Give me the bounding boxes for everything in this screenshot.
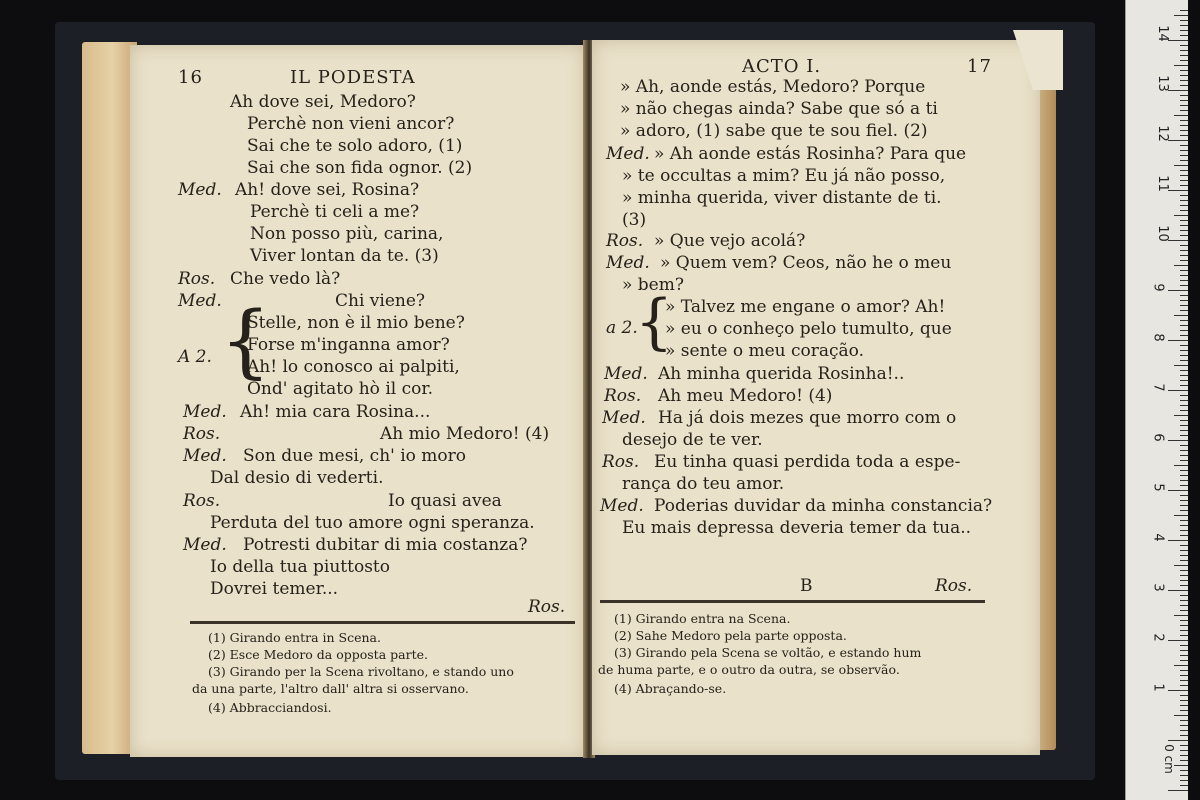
ruler-tick	[1180, 585, 1188, 586]
speaker-label: Med.	[600, 496, 644, 516]
ruler-tick	[1180, 680, 1188, 681]
ruler-tick	[1168, 540, 1188, 541]
ruler-tick	[1180, 170, 1188, 171]
ruler-tick	[1180, 105, 1188, 106]
ruler-tick	[1180, 320, 1188, 321]
ruler-tick	[1180, 600, 1188, 601]
text-line: » bem?	[622, 275, 684, 295]
ruler-unit: 0 cm	[1161, 744, 1176, 774]
ruler-tick	[1174, 515, 1188, 516]
text-line: Viver lontan da te. (3)	[250, 246, 439, 266]
ruler-tick	[1180, 455, 1188, 456]
ruler-number: 14	[1154, 25, 1170, 42]
speaker-label: Med.	[606, 253, 650, 273]
footnote: (4) Abraçando-se.	[614, 681, 727, 696]
ruler-tick	[1180, 745, 1188, 746]
ruler-tick	[1174, 15, 1188, 16]
ruler-tick	[1180, 475, 1188, 476]
ruler-tick	[1180, 330, 1188, 331]
ruler-tick	[1174, 65, 1188, 66]
ruler-tick	[1180, 130, 1188, 131]
ruler-tick	[1180, 720, 1188, 721]
ruler-tick	[1180, 210, 1188, 211]
ruler-tick	[1180, 425, 1188, 426]
ruler-tick	[1180, 520, 1188, 521]
text-line: Perchè ti celi a me?	[250, 202, 420, 222]
footnote-rule	[600, 600, 985, 603]
ruler-number: 4	[1150, 533, 1166, 542]
ruler-tick	[1180, 560, 1188, 561]
ruler-tick	[1180, 470, 1188, 471]
ruler-tick	[1180, 755, 1188, 756]
speaker-label: a 2.	[606, 318, 638, 338]
ruler-tick	[1168, 740, 1188, 741]
ruler-number: 5	[1150, 483, 1166, 492]
text-line: » Que vejo acolá?	[654, 231, 806, 251]
ruler-tick	[1180, 495, 1188, 496]
text-line: » eu o conheço pelo tumulto, que	[665, 319, 952, 339]
text-line: » minha querida, viver distante de ti.	[622, 188, 942, 208]
ruler-tick	[1180, 570, 1188, 571]
text-line: » sente o meu coração.	[665, 341, 865, 361]
speaker-label: Ros.	[602, 452, 640, 472]
signature-mark: B	[800, 576, 813, 596]
text-line: Che vedo là?	[230, 269, 341, 289]
ruler-tick	[1180, 110, 1188, 111]
ruler-tick	[1180, 505, 1188, 506]
ruler-tick	[1174, 615, 1188, 616]
ruler-tick	[1180, 575, 1188, 576]
text-line: Chi viene?	[335, 291, 426, 311]
footnote: (1) Girando entra in Scena.	[208, 630, 381, 645]
ruler-number: 13	[1154, 75, 1170, 92]
right-page-number: 17	[967, 56, 992, 77]
text-line: Ah meu Medoro! (4)	[658, 386, 833, 406]
ruler-tick	[1174, 765, 1188, 766]
ruler-tick	[1180, 480, 1188, 481]
ruler-tick	[1168, 390, 1188, 391]
ruler-tick	[1180, 295, 1188, 296]
text-line: Ah! lo conosco ai palpiti,	[247, 357, 460, 377]
ruler-tick	[1180, 285, 1188, 286]
text-line: Ah minha querida Rosinha!..	[658, 364, 905, 384]
speaker-label: Med.	[602, 408, 646, 428]
ruler-tick	[1180, 245, 1188, 246]
ruler-tick	[1180, 710, 1188, 711]
ruler-tick	[1180, 530, 1188, 531]
ruler-tick	[1180, 60, 1188, 61]
ruler-tick	[1180, 595, 1188, 596]
ruler-tick	[1180, 260, 1188, 261]
ruler-tick	[1180, 400, 1188, 401]
text-line: Io della tua piuttosto	[210, 557, 390, 577]
ruler-tick	[1180, 700, 1188, 701]
ruler-number: 10	[1154, 225, 1170, 242]
brace-symbol: {	[635, 287, 674, 357]
ruler-tick	[1180, 310, 1188, 311]
right-running-head: ACTO I.	[742, 56, 822, 77]
ruler-tick	[1180, 155, 1188, 156]
ruler-tick	[1180, 135, 1188, 136]
ruler-tick	[1180, 225, 1188, 226]
ruler-tick	[1180, 545, 1188, 546]
ruler-number: 9	[1150, 283, 1166, 292]
ruler-tick	[1180, 80, 1188, 81]
ruler-tick	[1180, 550, 1188, 551]
ruler-tick	[1180, 300, 1188, 301]
ruler-tick	[1180, 785, 1188, 786]
ruler-number: 11	[1154, 175, 1170, 192]
ruler-tick	[1168, 690, 1188, 691]
ruler-tick	[1174, 665, 1188, 666]
ruler-tick	[1180, 555, 1188, 556]
ruler-tick	[1180, 150, 1188, 151]
speaker-label: Med.	[183, 535, 227, 555]
ruler-tick	[1174, 215, 1188, 216]
catchword: Ros.	[935, 576, 973, 596]
ruler-tick	[1168, 240, 1188, 241]
ruler-tick	[1180, 725, 1188, 726]
footnote: (3) Girando per la Scena rivoltano, e stando uno	[208, 664, 514, 679]
text-line: Io quasi avea	[388, 491, 502, 511]
text-line: Sai che te solo adoro, (1)	[247, 136, 463, 156]
ruler-tick	[1180, 675, 1188, 676]
ruler-tick	[1180, 280, 1188, 281]
ruler-tick	[1174, 715, 1188, 716]
ruler-tick	[1168, 290, 1188, 291]
text-line: » Talvez me engane o amor? Ah!	[665, 297, 946, 317]
text-line: Ah dove sei, Medoro?	[230, 92, 416, 112]
text-line: » não chegas ainda? Sabe que só a ti	[620, 99, 938, 119]
ruler-tick	[1180, 125, 1188, 126]
ruler-tick	[1180, 375, 1188, 376]
ruler-number: 2	[1150, 633, 1166, 642]
ruler-tick	[1180, 610, 1188, 611]
ruler-tick	[1174, 265, 1188, 266]
ruler-tick	[1174, 315, 1188, 316]
footnote-rule	[190, 621, 575, 624]
ruler-tick	[1168, 590, 1188, 591]
ruler-tick	[1180, 430, 1188, 431]
left-running-head: IL PODESTA	[290, 67, 416, 88]
ruler-tick	[1180, 685, 1188, 686]
speaker-label: Ros.	[606, 231, 644, 251]
catchword: Ros.	[528, 597, 566, 617]
footnote: (2) Esce Medoro da opposta parte.	[208, 647, 428, 662]
ruler-tick	[1180, 200, 1188, 201]
ruler-tick	[1180, 500, 1188, 501]
ruler-tick	[1180, 705, 1188, 706]
ruler-tick	[1180, 195, 1188, 196]
ruler-number: 8	[1150, 333, 1166, 342]
ruler-tick	[1168, 440, 1188, 441]
ruler-tick	[1180, 360, 1188, 361]
ruler-tick	[1174, 365, 1188, 366]
ruler-tick	[1180, 370, 1188, 371]
text-line: Eu mais depressa deveria temer da tua..	[622, 518, 972, 538]
text-line: » Ah, aonde estás, Medoro? Porque	[620, 77, 926, 97]
text-line: Dal desio di vederti.	[210, 468, 384, 488]
speaker-label: Med.	[183, 402, 227, 422]
left-page	[130, 45, 585, 757]
ruler-tick	[1180, 230, 1188, 231]
ruler-tick	[1180, 735, 1188, 736]
ruler-tick	[1180, 510, 1188, 511]
speaker-label: Ros.	[178, 269, 216, 289]
ruler-tick	[1180, 650, 1188, 651]
footnote: (3) Girando pela Scena se voltão, e estando hum	[614, 645, 922, 660]
ruler-tick	[1180, 345, 1188, 346]
ruler-tick	[1180, 275, 1188, 276]
ruler-tick	[1180, 35, 1188, 36]
ruler-tick	[1174, 465, 1188, 466]
left-page-number: 16	[178, 67, 203, 88]
speaker-label: Med.	[178, 291, 222, 311]
ruler-tick	[1180, 85, 1188, 86]
ruler-tick	[1180, 630, 1188, 631]
right-page	[592, 40, 1040, 755]
ruler-tick	[1180, 485, 1188, 486]
ruler-tick	[1168, 40, 1188, 41]
left-page-edges	[82, 42, 137, 754]
text-line: rança do teu amor.	[622, 474, 785, 494]
text-line: Son due mesi, ch' io moro	[243, 446, 467, 466]
text-line: Perchè non vieni ancor?	[247, 114, 455, 134]
text-line: » adoro, (1) sabe que te sou fiel. (2)	[620, 121, 928, 141]
speaker-label: Med.	[604, 364, 648, 384]
ruler-tick	[1180, 235, 1188, 236]
ruler-tick	[1180, 70, 1188, 71]
ruler-tick	[1180, 50, 1188, 51]
ruler-tick	[1168, 140, 1188, 141]
ruler-tick	[1180, 385, 1188, 386]
ruler-tick	[1180, 55, 1188, 56]
ruler-tick	[1168, 640, 1188, 641]
ruler-tick	[1180, 220, 1188, 221]
speaker-label: A 2.	[178, 347, 212, 367]
text-line: Dovrei temer...	[210, 579, 339, 599]
ruler-tick	[1180, 180, 1188, 181]
ruler-tick	[1168, 490, 1188, 491]
text-line: » te occultas a mim? Eu já não posso,	[622, 166, 946, 186]
text-line: Perduta del tuo amore ogni speranza.	[210, 513, 535, 533]
ruler-tick	[1180, 270, 1188, 271]
ruler-tick	[1180, 695, 1188, 696]
brace-symbol: {	[220, 294, 271, 387]
ruler-tick	[1180, 445, 1188, 446]
text-line: Ah! dove sei, Rosina?	[235, 180, 420, 200]
ruler-tick	[1180, 30, 1188, 31]
ruler-tick	[1168, 790, 1188, 791]
speaker-label: Med.	[606, 144, 650, 164]
ruler-tick	[1180, 205, 1188, 206]
ruler-tick	[1180, 120, 1188, 121]
ruler-tick	[1180, 525, 1188, 526]
text-line: Ah mio Medoro! (4)	[380, 424, 550, 444]
ruler-tick	[1180, 395, 1188, 396]
ruler-tick	[1180, 775, 1188, 776]
text-line: Ond' agitato hò il cor.	[247, 379, 434, 399]
ruler-tick	[1180, 380, 1188, 381]
text-line: Poderias duvidar da minha constancia?	[654, 496, 993, 516]
text-line: desejo de te ver.	[622, 430, 763, 450]
ruler-tick	[1180, 670, 1188, 671]
ruler-tick	[1174, 565, 1188, 566]
speaker-label: Med.	[183, 446, 227, 466]
ruler-tick	[1180, 435, 1188, 436]
footnote: da una parte, l'altro dall' altra si osservano.	[192, 681, 469, 696]
text-line: Ha já dois mezes que morro com o	[658, 408, 957, 428]
text-line: Non posso più, carina,	[250, 224, 444, 244]
ruler-tick	[1180, 460, 1188, 461]
ruler-tick	[1168, 90, 1188, 91]
ruler-tick	[1174, 165, 1188, 166]
ruler-tick	[1180, 625, 1188, 626]
ruler-tick	[1180, 325, 1188, 326]
ruler-tick	[1180, 655, 1188, 656]
footnote: (2) Sahe Medoro pela parte opposta.	[614, 628, 847, 643]
ruler-tick	[1180, 770, 1188, 771]
ruler-tick	[1180, 355, 1188, 356]
ruler-tick	[1180, 645, 1188, 646]
text-line: Sai che son fida ognor. (2)	[247, 158, 473, 178]
text-line: » Ah aonde estás Rosinha? Para que	[654, 144, 967, 164]
text-line: Potresti dubitar di mia costanza?	[243, 535, 528, 555]
ruler-tick	[1180, 100, 1188, 101]
text-line: Stelle, non è il mio bene?	[247, 313, 465, 333]
ruler-tick	[1180, 410, 1188, 411]
footnote: (4) Abbracciandosi.	[208, 700, 332, 715]
ruler-tick	[1180, 160, 1188, 161]
ruler-tick	[1168, 340, 1188, 341]
ruler-tick	[1180, 580, 1188, 581]
measurement-ruler	[1125, 0, 1188, 800]
ruler-tick	[1180, 605, 1188, 606]
speaker-label: Med.	[178, 180, 222, 200]
ruler-tick	[1180, 250, 1188, 251]
ruler-tick	[1180, 75, 1188, 76]
ruler-tick	[1180, 335, 1188, 336]
ruler-tick	[1180, 660, 1188, 661]
ruler-tick	[1180, 405, 1188, 406]
ruler-tick	[1180, 10, 1188, 11]
speaker-label: Ros.	[604, 386, 642, 406]
ruler-tick	[1180, 750, 1188, 751]
ruler-tick	[1180, 20, 1188, 21]
ruler-number: 6	[1150, 433, 1166, 442]
ruler-tick	[1168, 190, 1188, 191]
text-line: (3)	[622, 210, 647, 230]
ruler-tick	[1180, 95, 1188, 96]
text-line: Ah! mia cara Rosina...	[240, 402, 431, 422]
speaker-label: Ros.	[183, 491, 221, 511]
ruler-tick	[1180, 185, 1188, 186]
ruler-tick	[1180, 305, 1188, 306]
speaker-label: Ros.	[183, 424, 221, 444]
text-line: » Quem vem? Ceos, não he o meu	[660, 253, 952, 273]
ruler-number: 12	[1154, 125, 1170, 142]
ruler-tick	[1180, 620, 1188, 621]
ruler-tick	[1174, 115, 1188, 116]
ruler-tick	[1180, 175, 1188, 176]
ruler-tick	[1180, 145, 1188, 146]
text-line: Forse m'inganna amor?	[247, 335, 450, 355]
ruler-tick	[1180, 25, 1188, 26]
ruler-tick	[1180, 535, 1188, 536]
ruler-tick	[1180, 450, 1188, 451]
text-line: Eu tinha quasi perdida toda a espe-	[654, 452, 961, 472]
ruler-tick	[1180, 760, 1188, 761]
ruler-number: 7	[1150, 383, 1166, 392]
footnote: (1) Girando entra na Scena.	[614, 611, 791, 626]
ruler-tick	[1180, 420, 1188, 421]
ruler-tick	[1180, 255, 1188, 256]
ruler-tick	[1174, 415, 1188, 416]
ruler-number: 1	[1150, 683, 1166, 692]
ruler-tick	[1180, 635, 1188, 636]
ruler-number: 3	[1150, 583, 1166, 592]
ruler-tick	[1180, 45, 1188, 46]
footnote: de huma parte, e o outro da outra, se observão.	[598, 662, 900, 677]
ruler-tick	[1180, 780, 1188, 781]
ruler-tick	[1180, 730, 1188, 731]
ruler-tick	[1180, 350, 1188, 351]
